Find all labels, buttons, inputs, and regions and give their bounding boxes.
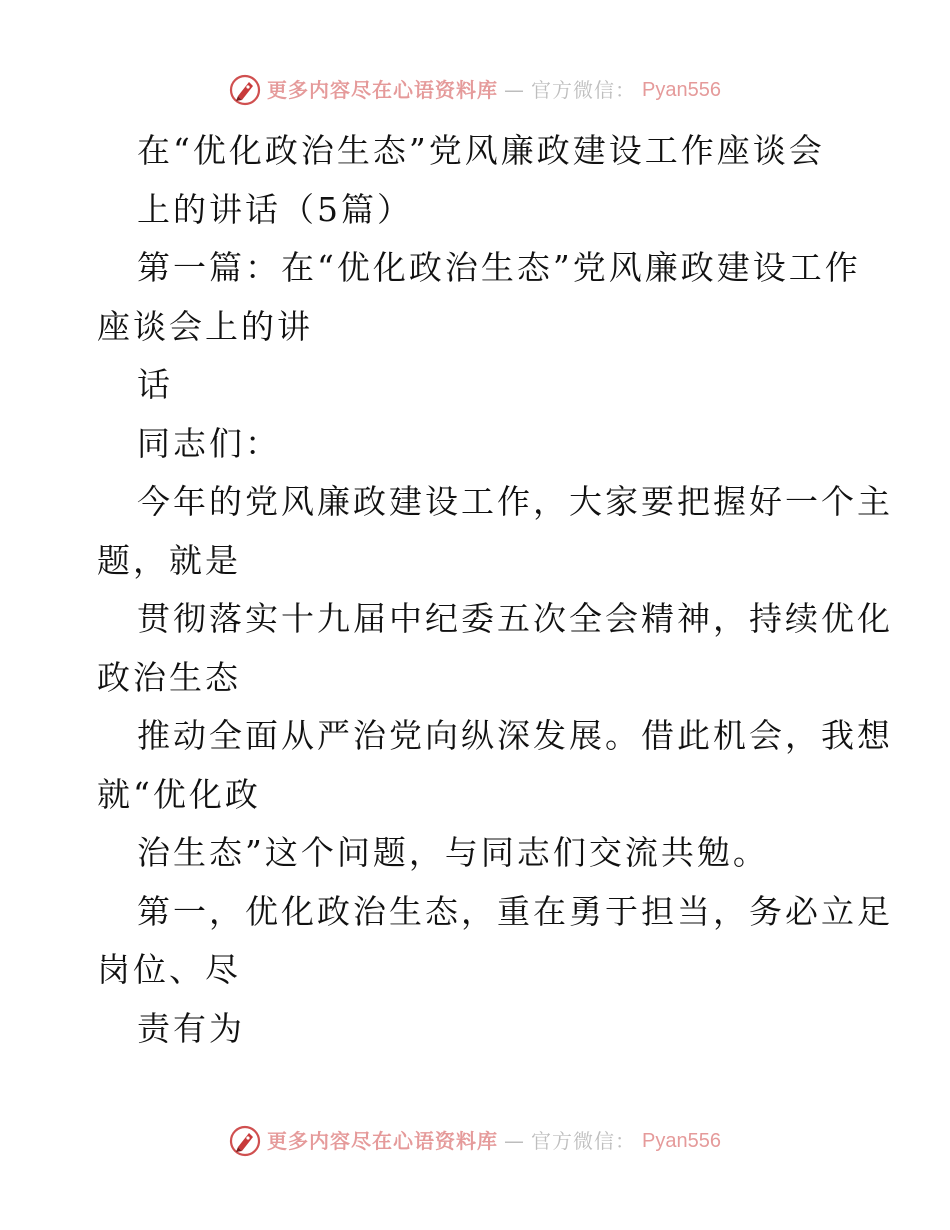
section-heading-line-3: 话 <box>137 365 173 404</box>
paragraph-line: 今年的党风廉政建设工作，大家要把握好一个主 <box>137 482 893 521</box>
paragraph-line: 政治生态 <box>97 657 241 697</box>
watermark-wechat-id: Pyan556 <box>642 1130 721 1152</box>
document-title-line-2: 上的讲话（5篇） <box>137 189 413 229</box>
paragraph-line: 治生态”这个问题，与同志们交流共勉。 <box>137 833 769 872</box>
watermark-separator: — <box>504 78 526 102</box>
watermark-wechat-label: 官方微信： <box>531 78 637 102</box>
paragraph-line: 题，就是 <box>97 540 241 580</box>
watermark-separator: — <box>504 1129 526 1153</box>
paragraph-line: 第一，优化政治生态，重在勇于担当，务必立足 <box>137 891 893 931</box>
watermark-wechat-id: Pyan556 <box>642 79 721 101</box>
footer-watermark <box>0 1125 950 1157</box>
paragraph-line: 推动全面从严治党向纵深发展。借此机会，我想 <box>137 716 893 755</box>
document-body <box>97 122 893 1058</box>
header-watermark <box>0 74 950 106</box>
document-title-line-1: 在“优化政治生态”党风廉政建设工作座谈会 <box>137 131 825 170</box>
paragraph-line: 就“优化政 <box>97 774 261 814</box>
section-heading-line-1: 第一篇：在“优化政治生态”党风廉政建设工作 <box>137 248 861 287</box>
paragraph-line: 责有为 <box>137 1008 245 1048</box>
section-heading-line-2: 座谈会上的讲 <box>97 306 313 346</box>
salutation: 同志们： <box>137 423 281 463</box>
paragraph-line: 岗位、尽 <box>97 950 241 989</box>
watermark-wechat-label: 官方微信： <box>531 1129 637 1153</box>
pen-nib-logo-icon <box>229 74 261 106</box>
watermark-main-text: 更多内容尽在心语资料库 <box>267 78 499 102</box>
paragraph-line: 贯彻落实十九届中纪委五次全会精神，持续优化 <box>137 599 893 638</box>
pen-nib-logo-icon <box>229 1125 261 1157</box>
watermark-main-text: 更多内容尽在心语资料库 <box>267 1129 499 1153</box>
